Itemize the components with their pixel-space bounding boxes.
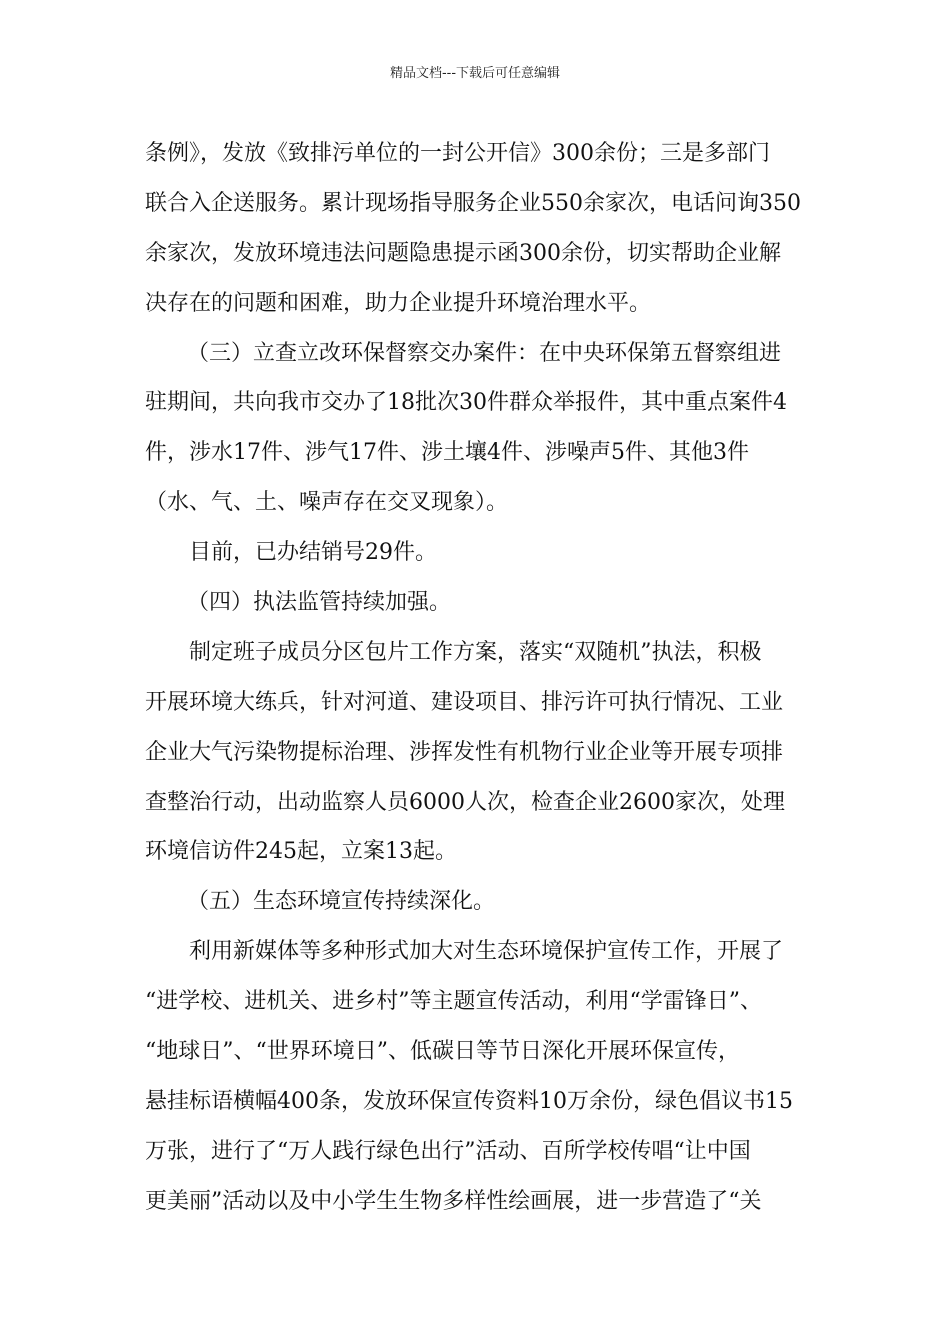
section-heading: （四）执法监管持续加强。: [187, 590, 452, 616]
text-line: 企业大气污染物提标治理、涉挥发性有机物行业企业等开展专项排: [145, 739, 784, 765]
text-line: 查整治行动，出动监察人员6000人次，检查企业2600家次，处理: [145, 789, 785, 815]
text-line: 驻期间，共向我市交办了18批次30件群众举报件，其中重点案件4: [145, 390, 787, 416]
text-line: 利用新媒体等多种形式加大对生态环境保护宣传工作，开展了: [189, 939, 784, 965]
text-line: 万张，进行了“万人践行绿色出行”活动、百所学校传唱“让中国: [145, 1138, 751, 1164]
text-line: 决存在的问题和困难，助力企业提升环境治理水平。: [145, 290, 652, 316]
document-body: [145, 129, 807, 1227]
text-line: 目前，已办结销号29件。: [189, 540, 437, 566]
text-line: 开展环境大练兵，针对河道、建设项目、排污许可执行情况、工业: [145, 689, 784, 715]
page-header: 精品文档---下载后可任意编辑: [389, 66, 561, 81]
text-line: （水、气、土、噪声存在交叉现象）。: [145, 490, 509, 516]
section-heading: （五）生态环境宣传持续深化。: [187, 889, 496, 915]
text-line: 更美丽”活动以及中小学生生物多样性绘画展，进一步营造了“关: [145, 1188, 762, 1214]
text-line: 制定班子成员分区包片工作方案，落实“双随机”执法，积极: [189, 639, 762, 665]
text-line: 条例》，发放《致排污单位的一封公开信》300余份；三是多部门: [145, 141, 770, 166]
text-line: 悬挂标语横幅400条，发放环保宣传资料10万余份，绿色倡议书15: [145, 1088, 793, 1114]
text-line: “地球日”、“世界环境日”、低碳日等节日深化开展环保宣传，: [145, 1039, 740, 1065]
text-line: 余家次，发放环境违法问题隐患提示函300余份，切实帮助企业解: [145, 240, 781, 266]
text-line: 联合入企送服务。累计现场指导服务企业550余家次，电话问询350: [145, 190, 801, 216]
section-heading: （三）立查立改环保督察交办案件：在中央环保第五督察组进: [187, 340, 782, 366]
text-line: 件，涉水17件、涉气17件、涉土壤4件、涉噪声5件、其他3件: [145, 440, 749, 466]
text-line: 环境信访件245起，立案13起。: [145, 839, 457, 865]
text-line: “进学校、进机关、进乡村”等主题宣传活动，利用“学雷锋日”、: [145, 989, 762, 1015]
